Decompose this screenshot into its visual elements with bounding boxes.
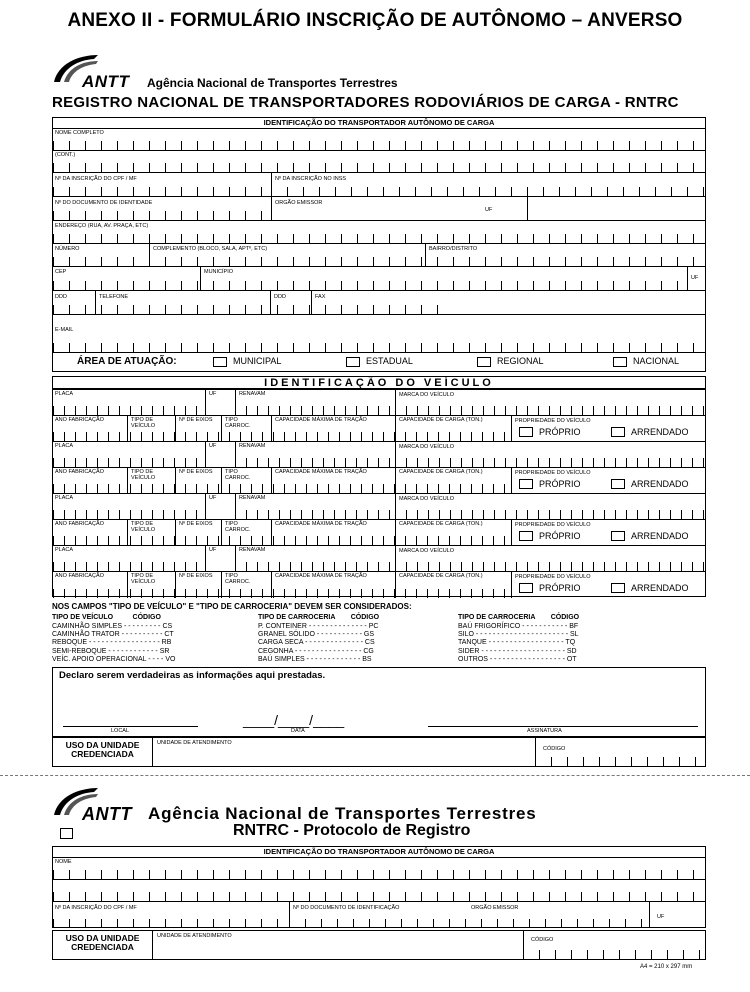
vehicle-type-codes: CAMINHÃO SIMPLES - - - - - - - - - CS CAMINHÃO TRATOR - - - - - - - - - - CT REBOQUE - - - - - - - - - - - - - - - - - RB SEMI-REBOQUE - - - - - - - - - - - - SR VEÍC. APOIO OPERACIONAL - - - - VO [52,623,176,663]
carrier-identification-section: IDENTIFICAÇÃO DO TRANSPORTADOR AUTÔNOMO DE CARGA NOME COMPLETO (CONT.) Nº DA INSCRIÇÃO DO CPF / MF Nº DA INSCRIÇÃO NO INSS Nº DO DOCUMENTO DE IDENTIDADE ORGÃO EMISSOR UF ENDEREÇO (RUA, AV. PRAÇA, ETC) NÚMERO COMPLEMENTO (BLOCO, SALA, APTº, ETC) BAIRRO/DISTRITO CEP MUNICÍPIO UF DDD TELEFONE DDD FAX E-MAIL ÁREA DE ATUAÇÃO: MUNICIPAL ESTADUAL REGIONAL NACIONAL [52,117,706,372]
vehicle-row-3-placa[interactable]: PLACA UF RENAVAM MARCA DO VEÍCULO [53,494,705,520]
vehicle-row-2-details[interactable]: ANO FABRICAÇÃO TIPO DE VEÍCULO Nº DE EIXOS TIPO CARROC. CAPACIDADE MÁXIMA DE TRAÇÃO CAPACIDADE DE CARGA (TON.) PROPRIEDADE DO VEÍCULO PRÓPRIO ARRENDADO [53,468,705,494]
vehicle-row-1-details[interactable]: ANO FABRICAÇÃO TIPO DE VEÍCULO Nº DE EIXOS TIPO CARROC. CAPACIDADE MÁXIMA DE TRAÇÃO CAPACIDADE DE CARGA (TON.) PROPRIEDADE DO VEÍCULO PRÓPRIO ARRENDADO [53,416,705,442]
protocol-agency: Agência Nacional de Transportes Terrestres [148,804,537,823]
estadual-checkbox[interactable] [346,357,360,367]
date-field[interactable]: ____/____/____ [243,712,345,728]
paper-size-note: A4 = 210 x 297 mm [640,964,693,970]
notes-heading: NOS CAMPOS "TIPO DE VEÍCULO" E "TIPO DE CARROCERIA" DEVEM SER CONSIDERADOS: [52,602,412,611]
regional-checkbox[interactable] [477,357,491,367]
email-row[interactable]: E-MAIL [53,315,705,353]
proprio-checkbox[interactable] [519,531,533,541]
documento-row[interactable]: Nº DO DOCUMENTO DE IDENTIDADE ORGÃO EMISSOR UF [53,197,705,221]
endereco-row[interactable]: ENDEREÇO (RUA, AV. PRAÇA, ETC) [53,221,705,244]
area-atuacao-label: ÁREA DE ATUAÇÃO: [77,356,177,367]
uso-unidade-box: USO DA UNIDADE CREDENCIADA UNIDADE DE ATENDIMENTO CÓDIGO [52,737,706,767]
body-type-codes-2: BAÚ FRIGORÍFICO - - - - - - - - - - - BF SILO - - - - - - - - - - - - - - - - - - - - - - SL TANQUE - - - - - - - - - - - - - - - - - - TQ SIDER - - - - - - - - - - - - - - - - - - - - SD OUTROS - - - - - - - - - - - - - - - - - - OT [458,623,579,663]
vehicle-row-4-placa[interactable]: PLACA UF RENAVAM MARCA DO VEÍCULO [53,546,705,572]
nome-row[interactable]: NOME COMPLETO [53,129,705,151]
vehicle-row-2-placa[interactable]: PLACA UF RENAVAM MARCA DO VEÍCULO [53,442,705,468]
vehicle-row-1-placa[interactable]: PLACA UF RENAVAM MARCA DO VEÍCULO [53,390,705,416]
cut-line [0,775,750,776]
antt-logo-text: ANTT [82,72,130,91]
protocol-uso-unidade-box: USO DA UNIDADE CREDENCIADA UNIDADE DE ATENDIMENTO CÓDIGO [52,930,706,960]
municipal-checkbox[interactable] [213,357,227,367]
telefone-fax-row[interactable]: DDD TELEFONE DDD FAX [53,291,705,315]
arrendado-checkbox[interactable] [611,479,625,489]
body-type-codes-1: P. CONTEINER - - - - - - - - - - - - - - PC GRANEL SÓLIDO - - - - - - - - - - - GS CARGA SECA - - - - - - - - - - - - - - CS CEGONHA - - - - - - - - - - - - - - - - CG BAÚ SIMPLES - - - - - - - - - - - - - BS [258,623,379,663]
numero-complemento-row[interactable]: NÚMERO COMPLEMENTO (BLOCO, SALA, APTº, ETC) BAIRRO/DISTRITO [53,244,705,267]
declaration-box: Declaro serem verdadeiras as informações aqui prestadas. LOCAL ____/____/____ DATA ASSINATURA [52,667,706,737]
section-header: IDENTIFICAÇÃO DO TRANSPORTADOR AUTÔNOMO DE CARGA [53,118,705,129]
arrendado-checkbox[interactable] [611,427,625,437]
protocol-nome-cont-row[interactable] [53,880,705,902]
nacional-checkbox[interactable] [613,357,627,367]
arrendado-checkbox[interactable] [611,531,625,541]
proprio-checkbox[interactable] [519,583,533,593]
vehicle-section-header: IDENTIFICAÇÃO DO VEÍCULO [52,376,706,389]
protocol-cpf-doc-row[interactable]: Nº DA INSCRIÇÃO DO CPF / MF Nº DO DOCUMENTO DE IDENTIFICAÇÃO ORGÃO EMISSOR UF [53,902,705,928]
registry-title: REGISTRO NACIONAL DE TRANSPORTADORES RODOVIÁRIOS DE CARGA - RNTRC [52,94,679,111]
signature-line[interactable] [428,726,698,727]
nome-cont-row[interactable]: (CONT.) [53,151,705,173]
protocol-nome-row[interactable]: NOME [53,858,705,880]
arrendado-checkbox[interactable] [611,583,625,593]
cep-municipio-row[interactable]: CEP MUNICÍPIO UF [53,267,705,291]
proprio-checkbox[interactable] [519,427,533,437]
vehicle-row-4-details[interactable]: ANO FABRICAÇÃO TIPO DE VEÍCULO Nº DE EIXOS TIPO CARROC. CAPACIDADE MÁXIMA DE TRAÇÃO CAPACIDADE DE CARGA (TON.) PROPRIEDADE DO VEÍCULO PRÓPRIO ARRENDADO [53,572,705,598]
page-title: ANEXO II - FORMULÁRIO INSCRIÇÃO DE AUTÔNOMO – ANVERSO [67,10,683,31]
agency-name: Agência Nacional de Transportes Terrestres [147,76,398,90]
cpf-inss-row[interactable]: Nº DA INSCRIÇÃO DO CPF / MF Nº DA INSCRIÇÃO NO INSS [53,173,705,197]
protocol-title: RNTRC - Protocolo de Registro [233,822,471,839]
proprio-checkbox[interactable] [519,479,533,489]
protocol-checkbox[interactable] [60,828,73,839]
vehicle-identification-section [52,389,706,597]
vehicle-row-3-details[interactable]: ANO FABRICAÇÃO TIPO DE VEÍCULO Nº DE EIXOS TIPO CARROC. CAPACIDADE MÁXIMA DE TRAÇÃO CAPACIDADE DE CARGA (TON.) PROPRIEDADE DO VEÍCULO PRÓPRIO ARRENDADO [53,520,705,546]
protocol-identification-box: IDENTIFICAÇÃO DO TRANSPORTADOR AUTÔNOMO DE CARGA NOME Nº DA INSCRIÇÃO DO CPF / MF Nº DO DOCUMENTO DE IDENTIFICAÇÃO ORGÃO EMISSOR UF [52,846,706,928]
declaration-text: Declaro serem verdadeiras as informações aqui prestadas. [59,670,326,681]
